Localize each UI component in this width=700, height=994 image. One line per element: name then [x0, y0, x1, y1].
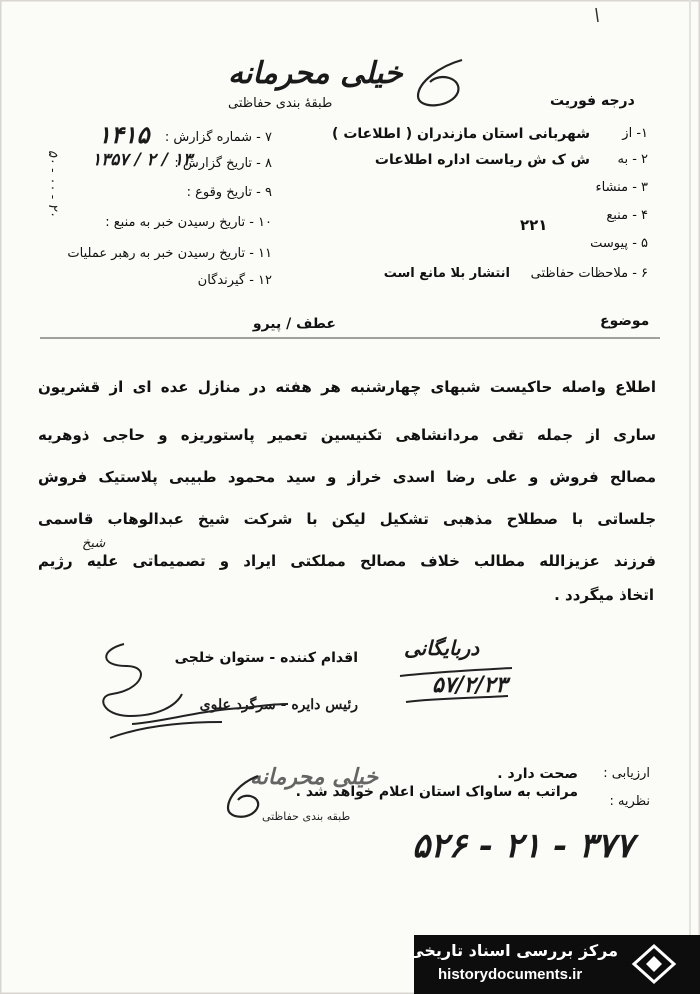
- remarks-label: ۶ - ملاحظات حفاظتی: [530, 266, 648, 281]
- report-number-label: ۷ - شماره گزارش :: [164, 130, 272, 145]
- body-line-1: اطلاع واصله حاکیست شبهای چهارشنبه هر هفته در منازل عده ای از قشریون: [38, 378, 656, 396]
- recipients-label: ۱۲ - گیرندگان: [197, 273, 272, 288]
- classification-type: طبقهٔ بندی حفاظتی: [228, 96, 333, 111]
- handwritten-underline: [396, 662, 516, 706]
- archive-logo-icon: [630, 942, 678, 986]
- footer-org-name: مرکز بررسی اسناد تاریخی: [408, 941, 618, 960]
- evaluation-value: صحت دارد .: [497, 766, 578, 782]
- reference-label: عطف / پیرو: [252, 316, 336, 332]
- footer-website[interactable]: historydocuments.ir: [438, 966, 583, 983]
- signature-scribble: [92, 630, 322, 750]
- archive-number: ۵۲۶ - ۲۱ - ۳۷۷: [412, 826, 634, 866]
- body-line-2: ساری از جمله تقی مردانشاهی تکنیسین تعمیر پاستوریزه و حاجی ذوهریه: [38, 426, 656, 444]
- attachment-label: ۵ - پیوست: [590, 236, 648, 251]
- report-number-value: ۱۴۱۵: [98, 120, 150, 149]
- opinion-label: نظریه :: [609, 794, 650, 809]
- remarks-value: انتشار بلا مانع است: [383, 266, 510, 281]
- evaluation-label: ارزیابی :: [603, 766, 650, 781]
- to-label: ۲ - به: [617, 152, 648, 167]
- margin-note: ۵۰ - ۰۰ - ۲۰: [45, 150, 60, 218]
- source-label: ۴ - منبع: [606, 208, 648, 223]
- handwritten-note: دربایگانی: [404, 636, 480, 660]
- body-annotation: شیخ: [82, 536, 106, 551]
- subject-divider: [40, 337, 660, 341]
- ops-received-label: ۱۱ - تاریخ رسیدن خبر به رهبر عملیات: [67, 246, 272, 261]
- from-value: شهربانی استان مازندران ( اطلاعات ): [332, 126, 590, 142]
- bottom-stamp-scribble: [214, 770, 274, 830]
- action-by-signature: اقدام کننده - ستوان خلجی: [174, 650, 358, 666]
- urgency-label: درجه فوریت: [550, 93, 635, 109]
- opinion-value: مراتب به ساواک استان اعلام خواهد شد .: [295, 784, 578, 800]
- body-line-6: اتخاذ میگردد .: [554, 586, 654, 604]
- classification-title: خیلی محرمانه: [228, 56, 403, 91]
- handwritten-date: ۵۷/۲/۲۳: [432, 672, 508, 698]
- occurrence-date-label: ۹ - تاریخ وقوع :: [186, 185, 272, 200]
- body-line-4: جلساتی با صطلاح مذهبی تشکیل لیکن با شرکت شیخ عبدالوهاب قاسمی: [38, 510, 656, 528]
- bottom-classification: خیلی محرمانه: [250, 764, 379, 790]
- source-value: ۲۲۱: [520, 216, 548, 234]
- from-label: ۱- از: [622, 126, 648, 141]
- subject-label: موضوع: [600, 313, 650, 329]
- body-line-3: مصالح فروش و علی رضا اسدی خراز و سید محمود طبیبی پلاستیک فروش: [38, 468, 656, 486]
- to-value: ش ک ش ریاست اداره اطلاعات: [374, 152, 590, 168]
- body-line-5: فرزند عزیزالله مطالب خلاف مصالح مملکتی ایراد و تصمیماتی علیه رژیم: [38, 552, 656, 570]
- source-received-label: ۱۰ - تاریخ رسیدن خبر به منبع :: [105, 215, 272, 230]
- classification-scribble: [400, 52, 480, 114]
- department-head-signature: رئیس دایره - سرگرد علوی: [199, 697, 358, 713]
- origin-label: ۳ - منشاء: [595, 180, 648, 195]
- report-date-label: ۸ - تاریخ گزارش :: [174, 156, 272, 171]
- bottom-classification-type: طبقه بندی حفاظتی: [262, 810, 351, 823]
- report-date-value: ۱۳۵۷ / ۲ / ۱۳: [92, 150, 193, 170]
